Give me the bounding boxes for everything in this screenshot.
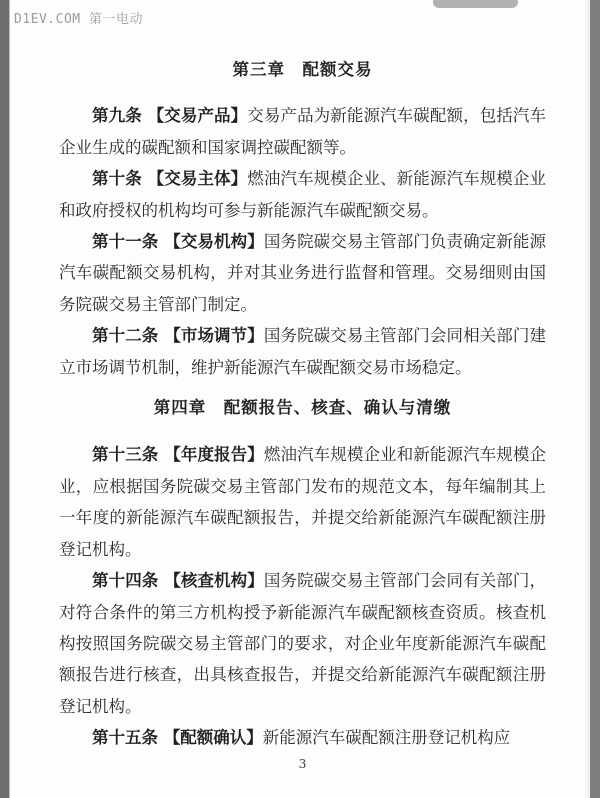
top-pill-indicator (433, 0, 518, 8)
article-paragraph-11 (59, 226, 546, 320)
article-text: 燃油汽车规模企业、新能源汽车规模企业和政府授权的机构均可参与新能源汽车碳配额交易。 (59, 169, 546, 220)
article-text: 国务院碳交易主管部门会同相关部门建立市场调节机制，维护新能源汽车碳配额交易市场稳定。 (59, 326, 547, 377)
article-text: 国务院碳交易主管部门负责确定新能源汽车碳配额交易机构，并对其业务进行监督和管理。交易细则由国务院碳交易主管部门制定。 (59, 232, 547, 314)
article-paragraph-13 (59, 439, 546, 565)
article-lead: 第十五条 【配额确认】 (92, 728, 263, 748)
scan-left-edge (0, 0, 10, 798)
article-text: 国务院碳交易主管部门会同有关部门，对符合条件的第三方机构授予新能源汽车碳配额核查资质。核查机构按照国务院碳交易主管部门的要求，对企业年度新能源汽车碳配额报告进行核查，出具核查报告，并提交给新能源汽车碳配额注册登记机构。 (59, 571, 547, 716)
article-paragraph-15 (59, 722, 546, 753)
site-watermark: D1EV.COM 第一电动 (14, 12, 143, 27)
article-lead: 第十二条 【市场调节】 (92, 326, 264, 346)
chapter-heading-4: 第四章 配额报告、核查、确认与清缴 (153, 398, 452, 418)
document-content (59, 54, 546, 773)
page-number: 3 (298, 755, 307, 771)
article-lead: 第十三条 【年度报告】 (92, 445, 264, 465)
article-text: 交易产品为新能源汽车碳配额，包括汽车企业生成的碳配额和国家调控碳配额等。 (59, 106, 546, 157)
article-paragraph-12 (59, 320, 546, 383)
article-paragraph-9 (59, 100, 546, 163)
article-text: 新能源汽车碳配额注册登记机构应 (262, 728, 511, 748)
article-lead: 第九条 【交易产品】 (92, 106, 248, 126)
article-lead: 第十一条 【交易机构】 (92, 232, 264, 252)
article-lead: 第十四条 【核查机构】 (92, 571, 264, 591)
scan-right-edge (590, 0, 600, 798)
article-lead: 第十条 【交易主体】 (92, 169, 248, 189)
article-paragraph-14 (59, 565, 546, 722)
article-paragraph-10 (59, 163, 546, 226)
article-text: 燃油汽车规模企业和新能源汽车规模企业，应根据国务院碳交易主管部门发布的规范文本，每年编制其上一年度的新能源汽车碳配额报告，并提交给新能源汽车碳配额注册登记机构。 (59, 445, 547, 559)
chapter-heading-3: 第三章 配额交易 (232, 60, 373, 79)
